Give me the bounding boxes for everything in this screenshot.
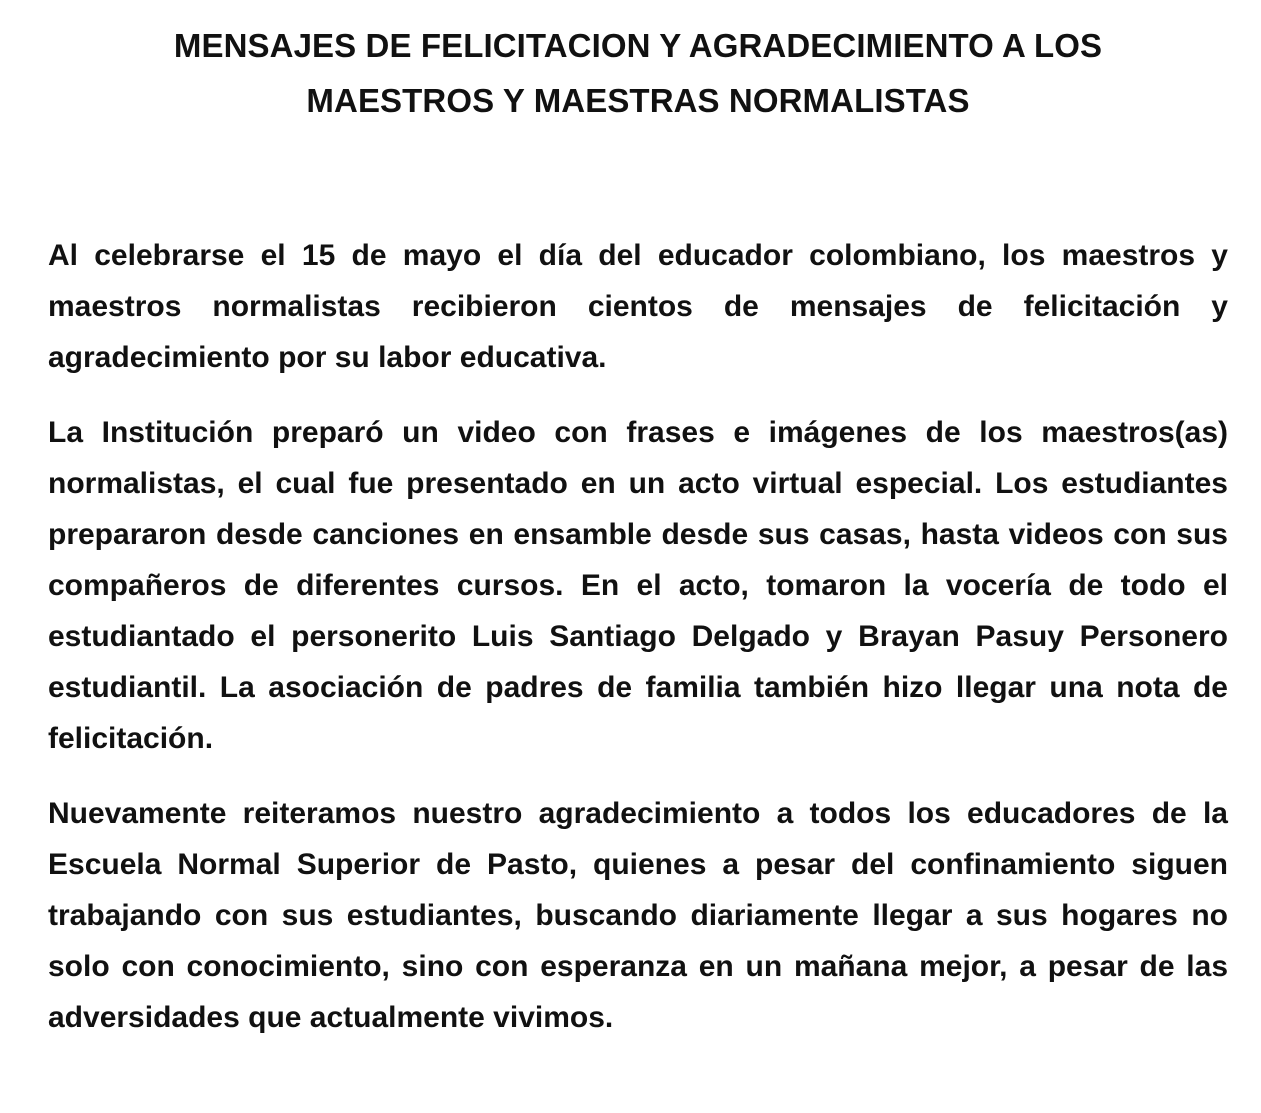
- document-page: [48, 18, 1228, 1034]
- title-line-2: MAESTROS Y MAESTRAS NORMALISTAS: [306, 82, 970, 119]
- paragraph-gratitude: Nuevamente reiteramos nuestro agradecimiento a todos los educadores de la Escuela Normal Superior de Pasto, quienes a pesar del confinamiento siguen trabajando con sus estudiantes, buscando diariamente llegar a sus hogares no solo con conocimiento, sino con esperanza en un mañana mejor, a pesar de las adversidades que actualmente vivimos.: [48, 797, 1228, 1034]
- title-line-1: MENSAJES DE FELICITACION Y AGRADECIMIENTO A LOS: [173, 27, 1103, 64]
- document-body: [48, 230, 1228, 1067]
- document-title: [48, 18, 1228, 128]
- paragraph-celebration: Al celebrarse el 15 de mayo el día del educador colombiano, los maestros y maestros normalistas recibieron cientos de mensajes de felicitación y agradecimiento por su labor educativa.: [48, 239, 1228, 374]
- paragraph-video-event: La Institución preparó un video con frases e imágenes de los maestros(as) normalistas, el cual fue presentado en un acto virtual especial. Los estudiantes prepararon desde canciones en ensamble desde sus casas, hasta videos con sus compañeros de diferentes cursos. En el acto, tomaron la vocería de todo el estudiantado el personerito Luis Santiago Delgado y Brayan Pasuy Personero estudiantil. La asociación de padres de familia también hizo llegar una nota de felicitación.: [48, 416, 1228, 755]
